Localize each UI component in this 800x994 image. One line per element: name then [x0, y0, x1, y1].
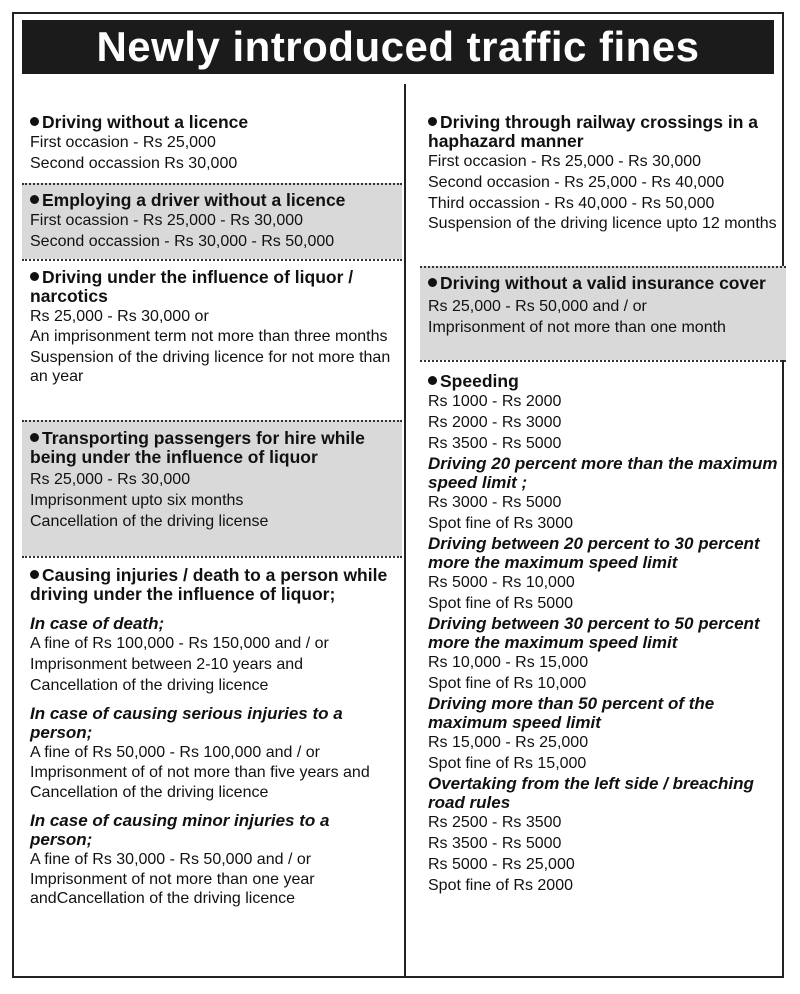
fine-line: Third occassion - Rs 40,000 - Rs 50,000	[428, 195, 715, 212]
fine-line: Spot fine of Rs 5000	[428, 595, 573, 612]
fine-heading: Driving without a valid insurance cover	[428, 274, 778, 293]
fine-liquor	[22, 259, 402, 420]
fine-line: Imprisonment between 2-10 years and	[30, 656, 304, 673]
fine-injuries	[22, 556, 402, 966]
fine-heading: Transporting passengers for hire while being under the influence of liquor	[30, 428, 365, 467]
fine-line: Imprisonment upto six months	[30, 492, 244, 509]
case-serious-heading: In case of causing serious injuries to a person;	[30, 704, 343, 742]
fine-line: First occasion - Rs 25,000 - Rs 30,000	[428, 153, 702, 170]
fine-line: First occasion - Rs 25,000	[30, 134, 216, 151]
fine-insurance	[420, 266, 786, 360]
fine-line: First ocassion - Rs 25,000 - Rs 30,000	[30, 212, 304, 229]
fine-heading: Employing a driver without a licence	[30, 191, 394, 210]
fine-licence	[22, 113, 402, 183]
fine-line: Imprisonment of of not more than five years and	[30, 764, 370, 781]
fine-line: Rs 25,000 - Rs 50,000 and / or	[428, 298, 647, 315]
fine-heading: Causing injuries / death to a person while driving under the influence of liquor;	[30, 565, 388, 604]
fine-heading: Driving under the influence of liquor / narcotics	[30, 267, 354, 306]
bullet-icon	[428, 117, 437, 126]
fine-line: Rs 5000 - Rs 25,000	[428, 856, 575, 873]
bullet-icon	[30, 570, 39, 579]
fine-speeding	[420, 360, 786, 966]
fine-line: Rs 3000 - Rs 5000	[428, 494, 562, 511]
fine-employing	[22, 183, 402, 259]
bullet-icon	[428, 278, 437, 287]
bullet-icon	[30, 433, 39, 442]
fine-line: Spot fine of Rs 3000	[428, 515, 573, 532]
fine-line: Spot fine of Rs 15,000	[428, 755, 587, 772]
fine-line: Rs 10,000 - Rs 15,000	[428, 654, 589, 671]
case-minor-heading: In case of causing minor injuries to a person;	[30, 811, 330, 849]
fine-line: Rs 15,000 - Rs 25,000	[428, 734, 589, 751]
overtaking-heading: Overtaking from the left side / breaching road rules	[428, 774, 754, 812]
fine-line: A fine of Rs 50,000 - Rs 100,000 and / or	[30, 744, 320, 761]
fine-transporting	[22, 420, 402, 556]
speed-50-heading: Driving more than 50 percent of the maximum speed limit	[428, 694, 715, 732]
fine-line: Imprisonment of not more than one month	[428, 319, 726, 336]
case-death-heading: In case of death;	[30, 614, 165, 633]
fine-line: An imprisonment term not more than three months	[30, 328, 388, 345]
fine-line: Suspension of the driving licence for not more than an year	[30, 349, 391, 385]
fine-heading: Driving without a licence	[30, 113, 394, 132]
fine-line: Second occasion - Rs 25,000 - Rs 40,000	[428, 174, 725, 191]
fine-line: Rs 2500 - Rs 3500	[428, 814, 562, 831]
fine-line: Rs 25,000 - Rs 30,000 or	[30, 308, 209, 325]
fine-line: Cancellation of the driving licence	[30, 677, 269, 694]
fine-line: Second occassion - Rs 30,000 - Rs 50,000	[30, 233, 335, 250]
fine-line: Rs 5000 - Rs 10,000	[428, 574, 575, 591]
column-divider	[404, 84, 406, 976]
fine-line: A fine of Rs 100,000 - Rs 150,000 and / or	[30, 635, 329, 652]
speed-20-heading: Driving 20 percent more than the maximum speed limit ;	[428, 454, 778, 492]
bullet-icon	[30, 117, 39, 126]
fine-line: Rs 25,000 - Rs 30,000	[30, 471, 191, 488]
fine-railway	[420, 113, 786, 266]
fine-line: Spot fine of Rs 10,000	[428, 675, 587, 692]
page-title: Newly introduced traffic fines	[96, 23, 700, 70]
speed-20-30-heading: Driving between 20 percent to 30 percent more the maximum speed limit	[428, 534, 760, 572]
fine-line: Second occassion Rs 30,000	[30, 155, 238, 172]
title-banner	[22, 20, 774, 74]
fine-line: Rs 1000 - Rs 2000	[428, 393, 562, 410]
fine-line: Suspension of the driving licence upto 12 months	[428, 215, 777, 232]
fine-line: Rs 3500 - Rs 5000	[428, 835, 562, 852]
fine-line: Rs 3500 - Rs 5000	[428, 435, 562, 452]
speed-30-50-heading: Driving between 30 percent to 50 percent more the maximum speed limit	[428, 614, 760, 652]
bullet-icon	[30, 272, 39, 281]
fine-line: Rs 2000 - Rs 3000	[428, 414, 562, 431]
fine-line: Imprisonment of not more than one year andCancellation of the driving licence	[30, 871, 315, 907]
bullet-icon	[428, 376, 437, 385]
fine-line: Cancellation of the driving licence	[30, 784, 269, 801]
fine-line: Spot fine of Rs 2000	[428, 877, 573, 894]
fine-heading: Driving through railway crossings in a haphazard manner	[428, 112, 758, 151]
fine-heading: Speeding	[428, 372, 778, 391]
fine-line: Cancellation of the driving license	[30, 513, 269, 530]
fine-line: A fine of Rs 30,000 - Rs 50,000 and / or	[30, 851, 312, 868]
bullet-icon	[30, 195, 39, 204]
